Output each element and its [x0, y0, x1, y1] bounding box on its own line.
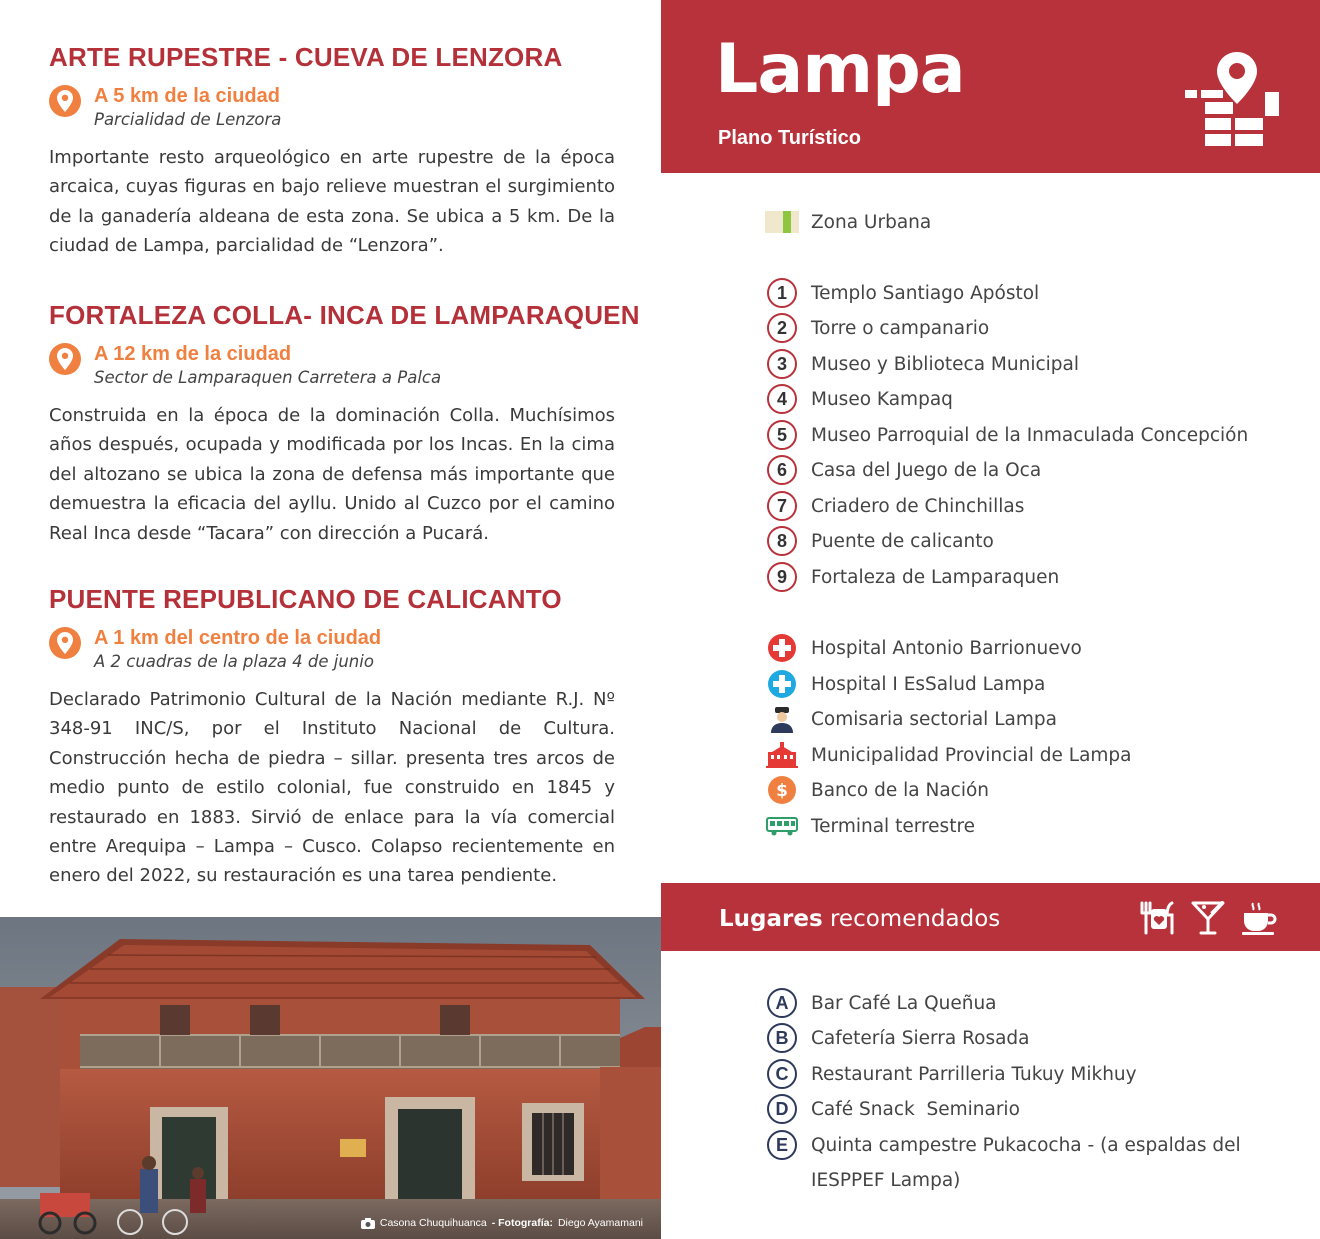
cocktail-icon: [1191, 901, 1227, 935]
legend-attraction-4: [765, 383, 953, 415]
location-place: A 2 cuadras de la plaza 4 de junio: [94, 652, 374, 671]
red-cross-hospital-icon: [767, 633, 797, 663]
letter-badge: B: [767, 1023, 797, 1053]
recommended-header: [661, 883, 1320, 951]
caption-label: - Fotografía:: [491, 1217, 553, 1229]
section-title: FORTALEZA COLLA- INCA DE LAMPARAQUEN: [49, 300, 640, 330]
recommended-label: Restaurant Parrilleria Tukuy Mikhuy: [811, 1063, 1137, 1085]
legend-attraction-8: [765, 525, 994, 557]
location-place: Sector de Lamparaquen Carretera a Palca: [94, 368, 442, 387]
recommended-item-b: [765, 1022, 1030, 1054]
location-distance: A 5 km de la ciudad: [94, 85, 280, 107]
legend-service-terminal: [765, 810, 975, 842]
location-distance: A 12 km de la ciudad: [94, 343, 292, 365]
legend-label: Museo Parroquial de la Inmaculada Concepción: [811, 424, 1249, 446]
letter-badge: A: [767, 988, 797, 1018]
recommended-label: Quinta campestre Pukacocha - (a espaldas del: [811, 1134, 1241, 1156]
section-description: Importante resto arqueológico en arte rupestre de la época arcaica, cuyas figuras en bajo relieve muestran el surgimiento de la ganadería aldeana de esta zona. Se ubica a 5 km. De la ciudad de Lampa, parcialidad de “Lenzora”.: [49, 147, 615, 257]
section-title: PUENTE REPUBLICANO DE CALICANTO: [49, 584, 562, 614]
svg-text:$: $: [776, 781, 788, 801]
camera-icon: [361, 1218, 375, 1229]
legend-attraction-2: [765, 312, 989, 344]
section-description: Construida en la época de la dominación Colla. Muchísimos años después, ocupada y modificada por los Incas. En la cima del altozano se ubica la zona de defensa más importante que demuestra la eficacia del ayllu. Unido al Cuzco por el camino Real Inca desde “Tacara” con dirección a Pucará.: [49, 405, 615, 544]
legend-attraction-9: [765, 561, 1059, 593]
police-officer-icon: [769, 705, 795, 733]
municipal-building-icon: [766, 742, 798, 768]
recommended-title: [719, 906, 1000, 932]
legend-label: Criadero de Chinchillas: [811, 495, 1025, 517]
recommended-item-e: [765, 1129, 1241, 1161]
legend-attraction-5: [765, 419, 1248, 451]
letter-badge: C: [767, 1059, 797, 1089]
legend-zone: [765, 206, 931, 238]
number-badge: 9: [767, 562, 797, 592]
casona-illustration: [0, 917, 661, 1239]
legend-label: Templo Santiago Apóstol: [811, 282, 1040, 304]
recommended-label: Cafetería Sierra Rosada: [811, 1027, 1030, 1049]
caption-author: Diego Ayamamani: [557, 1217, 643, 1229]
legend-attraction-6: [765, 454, 1041, 486]
legend-label: Terminal terrestre: [811, 815, 976, 837]
number-badge: 8: [767, 526, 797, 556]
legend-service-bank: [765, 774, 989, 806]
location-distance: A 1 km del centro de la ciudad: [94, 627, 382, 649]
page-subtitle: Plano Turístico: [718, 127, 861, 149]
number-badge: 7: [767, 491, 797, 521]
legend-service-municipality: [765, 739, 1132, 771]
map-header: [661, 0, 1320, 173]
section-puente-calicanto: [49, 584, 615, 891]
recommended-item-c: [765, 1058, 1137, 1090]
legend-label: Museo y Biblioteca Municipal: [811, 353, 1080, 375]
location-pin-icon: [49, 627, 81, 659]
section-cueva-lenzora: [49, 42, 615, 261]
number-badge: 6: [767, 455, 797, 485]
location-pin-icon: [49, 343, 81, 375]
blue-cross-essalud-icon: [767, 669, 797, 699]
map-pin-blocks-icon: [1183, 52, 1281, 148]
legend-attraction-7: [765, 490, 1024, 522]
recommended-title-bold: Lugares: [719, 906, 823, 932]
section-title: ARTE RUPESTRE - CUEVA DE LENZORA: [49, 42, 563, 72]
section-description: Declarado Patrimonio Cultural de la Nación mediante R.J. Nº 348-91 INC/S, por el Instituto Nacional de Cultura. Construcción hecha de piedra – sillar. presenta tres arcos de medio punto de estilo colonial, fue construido en 1845 y restaurado en 1883. Sirvió de enlace para la vía comercial entre Arequipa – Lampa – Cusco. Colapso recientemente en enero del 2022, su restauración es una tarea pendiente.: [49, 689, 615, 887]
legend-label: Hospital I EsSalud Lampa: [811, 673, 1046, 695]
urban-zone-swatch-icon: [765, 211, 799, 233]
coffee-cup-icon: [1241, 901, 1277, 935]
page-title: Lampa: [715, 30, 965, 109]
location-place: Parcialidad de Lenzora: [94, 110, 282, 129]
location-block: [49, 627, 615, 675]
letter-badge: D: [767, 1094, 797, 1124]
number-badge: 1: [767, 278, 797, 308]
bus-terminal-icon: [766, 816, 798, 836]
legend-attraction-1: [765, 277, 1039, 309]
recommended-icons: [1139, 901, 1277, 935]
number-badge: 5: [767, 420, 797, 450]
photo-caption: [361, 1217, 643, 1229]
caption-place: Casona Chuquihuanca: [379, 1217, 487, 1229]
casona-photo: [0, 917, 661, 1239]
location-block: [49, 343, 615, 391]
legend-service-police: [765, 703, 1057, 735]
legend-service-hospital: [765, 632, 1082, 664]
legend-label: Hospital Antonio Barrionuevo: [811, 637, 1082, 659]
recommended-label-continued: IESPPEF Lampa): [811, 1169, 961, 1191]
recommended-item-e-continued: [765, 1164, 960, 1196]
legend-label: Torre o campanario: [811, 317, 990, 339]
dollar-bank-icon: [767, 775, 797, 805]
legend-label: Museo Kampaq: [811, 388, 953, 410]
legend-label: Casa del Juego de la Oca: [811, 459, 1042, 481]
section-fortaleza-lamparaquen: [49, 300, 640, 548]
legend-label: Fortaleza de Lamparaquen: [811, 566, 1060, 588]
legend-service-essalud: [765, 668, 1045, 700]
location-block: [49, 85, 615, 133]
recommended-title-rest: recomendados: [822, 906, 1001, 932]
legend-label: Comisaria sectorial Lampa: [811, 708, 1057, 730]
recommended-item-a: [765, 987, 997, 1019]
number-badge: 2: [767, 313, 797, 343]
restaurant-icon: [1139, 901, 1177, 935]
legend-attraction-3: [765, 348, 1079, 380]
location-pin-icon: [49, 85, 81, 117]
legend-label: Municipalidad Provincial de Lampa: [811, 744, 1132, 766]
recommended-item-d: [765, 1093, 1020, 1125]
legend-label: Zona Urbana: [811, 211, 932, 233]
legend-label: Puente de calicanto: [811, 530, 994, 552]
number-badge: 3: [767, 349, 797, 379]
recommended-label: Bar Café La Queñua: [811, 992, 997, 1014]
number-badge: 4: [767, 384, 797, 414]
legend-label: Banco de la Nación: [811, 779, 990, 801]
letter-badge: E: [767, 1130, 797, 1160]
recommended-label: Café Snack Seminario: [811, 1098, 1020, 1120]
